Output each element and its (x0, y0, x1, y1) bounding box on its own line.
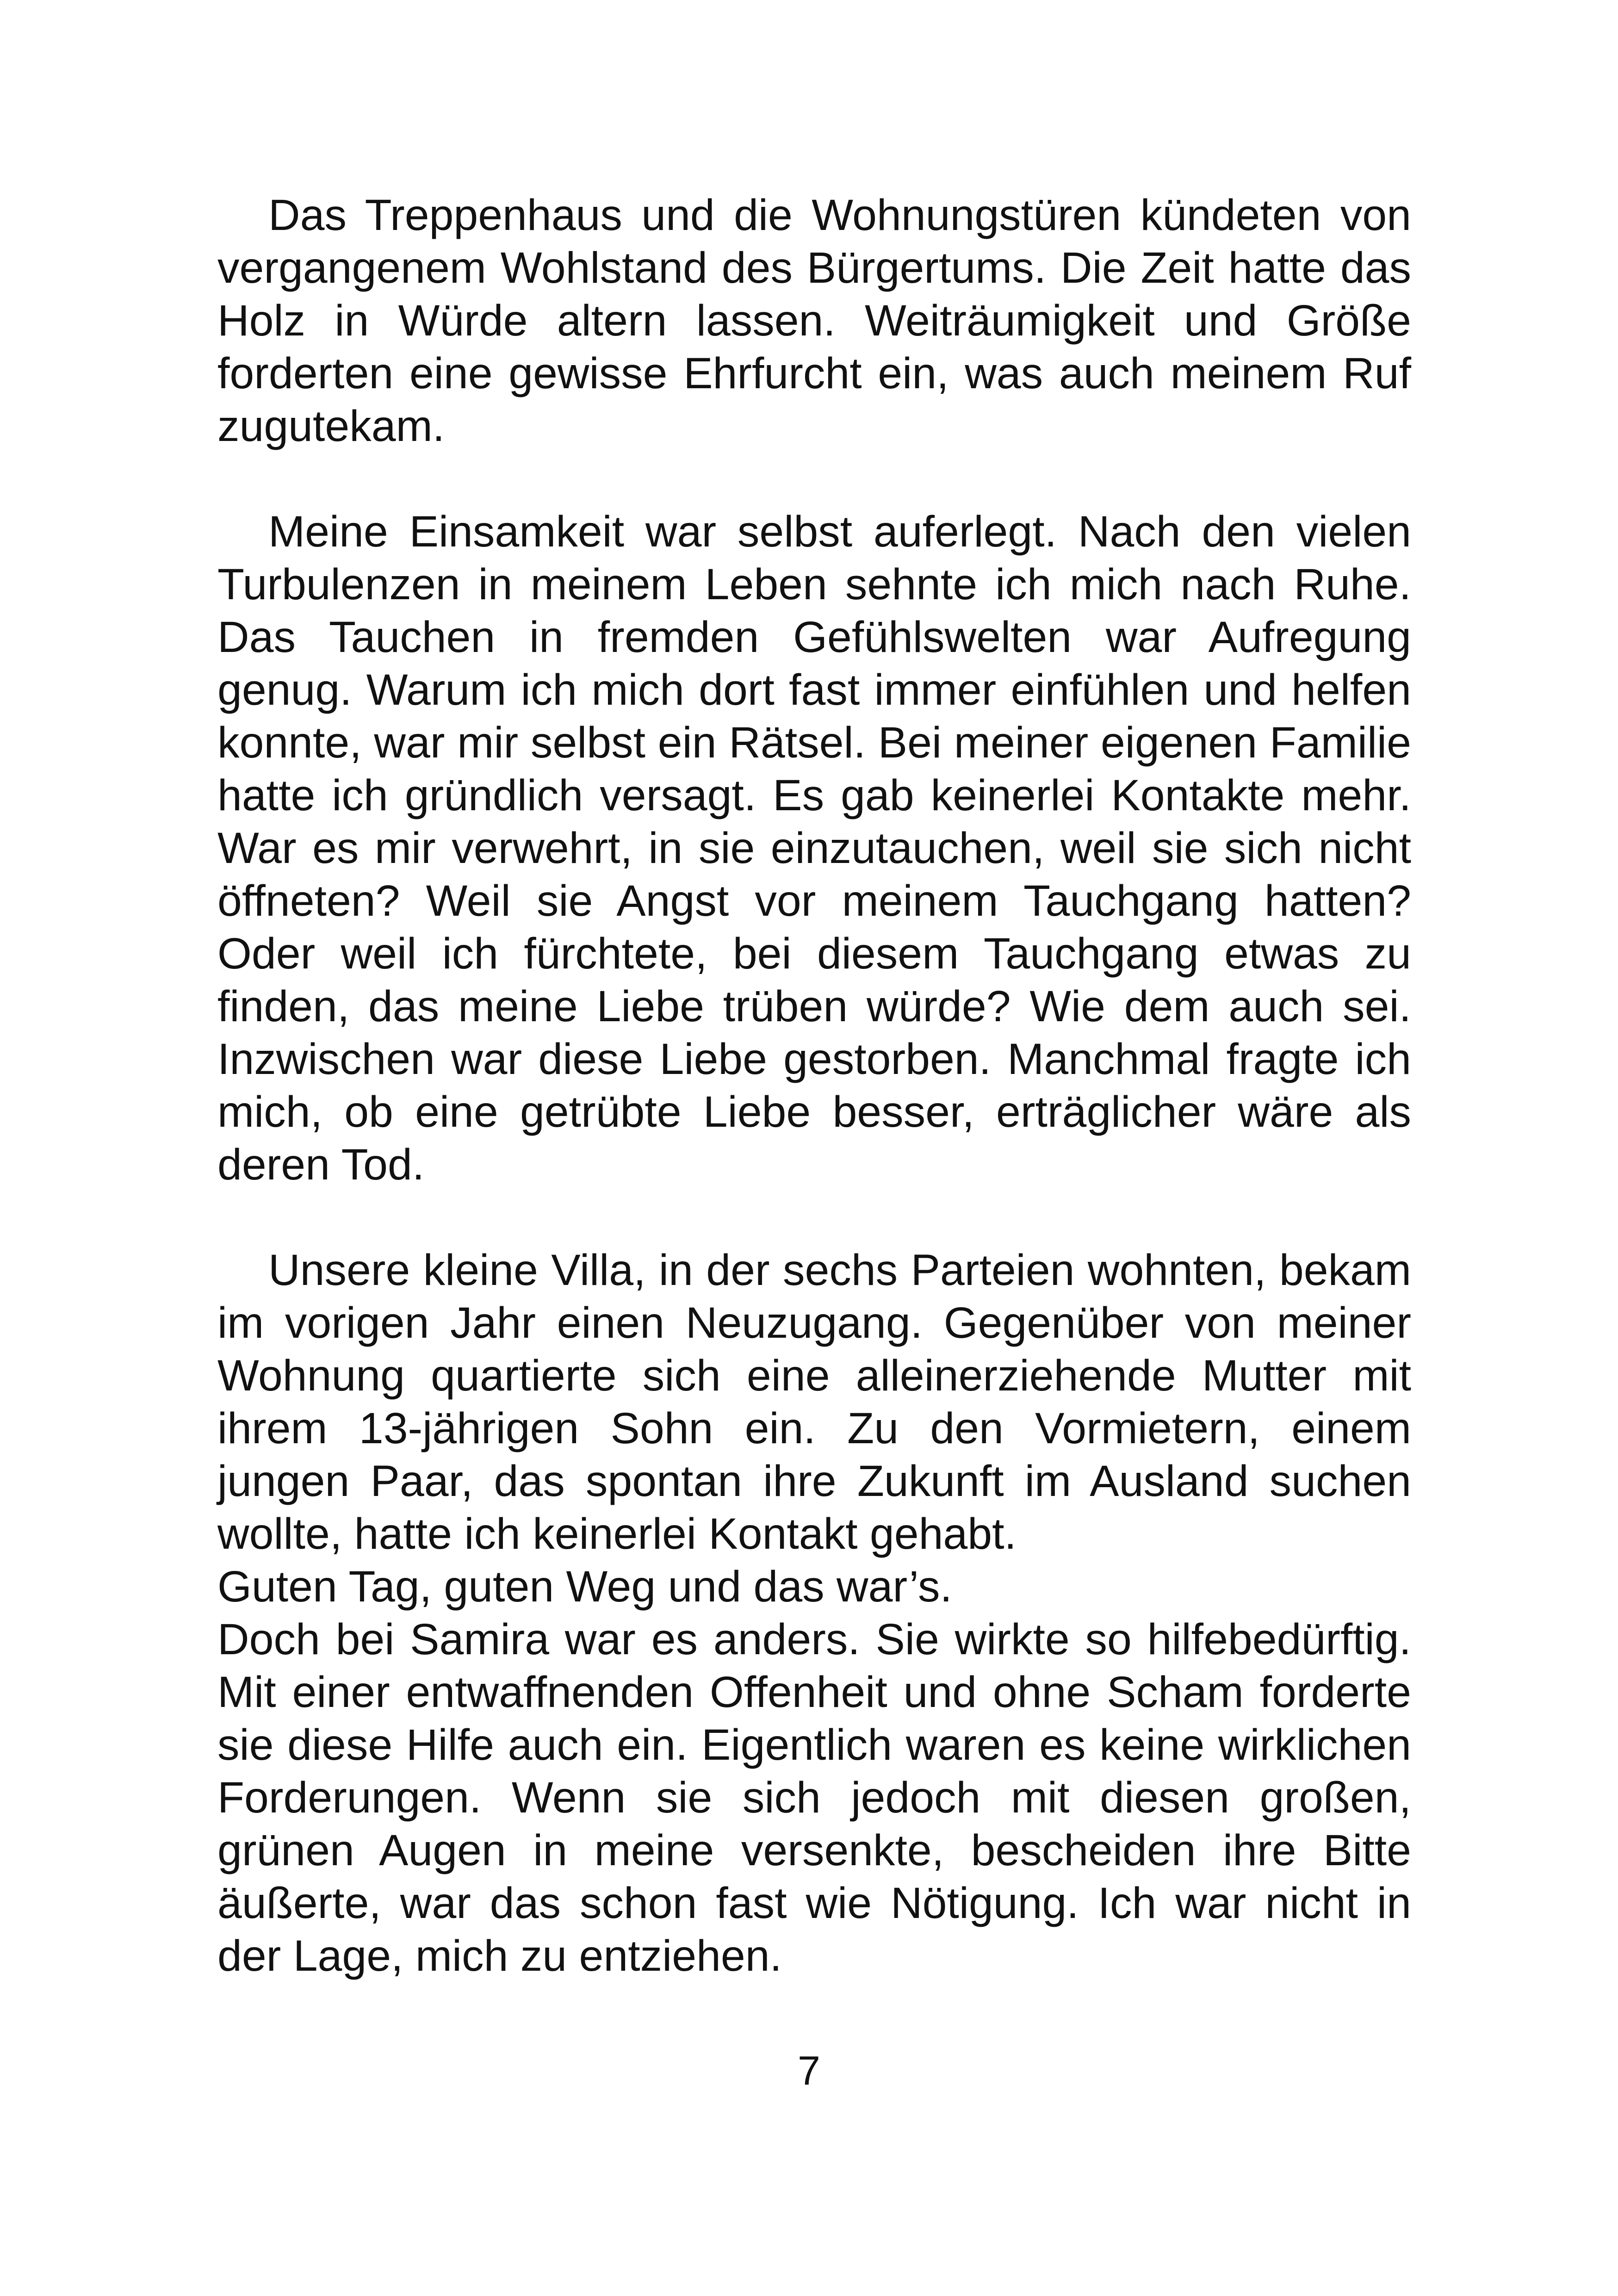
paragraph-4: Guten Tag, guten Weg und das war’s. (217, 1562, 952, 1611)
paragraph-3: Unsere kleine Villa, in der sechs Parteien wohnten, bekam im vorigen Jahr einen Neuzugang. Gegenüber von meiner Wohnung quartierte sich eine alleinerziehende Mutter mit ihrem 13-jährigen Sohn ein. Zu den Vormietern, einem jungen Paar, das spontan ihre Zukunft im Ausland suchen wollte, hatte ich keinerlei Kontakt gehabt. (217, 1246, 1411, 1558)
paragraph-5: Doch bei Samira war es anders. Sie wirkte so hilfebedürftig. Mit einer entwaffnenden Offenheit und ohne Scham forderte sie diese Hilfe auch ein. Eigentlich waren es keine wirklichen Forderungen. Wenn sie sich jedoch mit diesen großen, grünen Augen in meine versenkte, bescheiden ihre Bitte äußerte, war das schon fast wie Nötigung. Ich war nicht in der Lage, mich zu entziehen. (217, 1615, 1411, 1980)
paragraph-2: Meine Einsamkeit war selbst auferlegt. Nach den vielen Turbulenzen in meinem Leben sehnte ich mich nach Ruhe. Das Tauchen in fremden Gefühlswelten war Aufregung genug. Warum ich mich dort fast immer einfühlen und helfen konnte, war mir selbst ein Rätsel. Bei meiner eigenen Familie hatte ich gründlich versagt. Es gab keinerlei Kontakte mehr. War es mir verwehrt, in sie einzutauchen, weil sie sich nicht öffneten? Weil sie Angst vor meinem Tauchgang hatten? Oder weil ich fürchtete, bei diesem Tauchgang etwas zu finden, das meine Liebe trüben würde? Wie dem auch sei. Inzwischen war diese Liebe gestorben. Manchmal fragte ich mich, ob eine getrübte Liebe besser, erträglicher wäre als deren Tod. (217, 507, 1411, 1189)
paragraph-1: Das Treppenhaus und die Wohnungstüren kündeten von vergangenem Wohlstand des Bürgertums. Die Zeit hatte das Holz in Würde altern lassen. Weiträumigkeit und Größe forderten eine gewisse Ehrfurcht ein, was auch meinem Ruf zugutekam. (217, 191, 1411, 451)
body-text (217, 189, 1411, 1982)
page-number: 7 (798, 2048, 820, 2093)
